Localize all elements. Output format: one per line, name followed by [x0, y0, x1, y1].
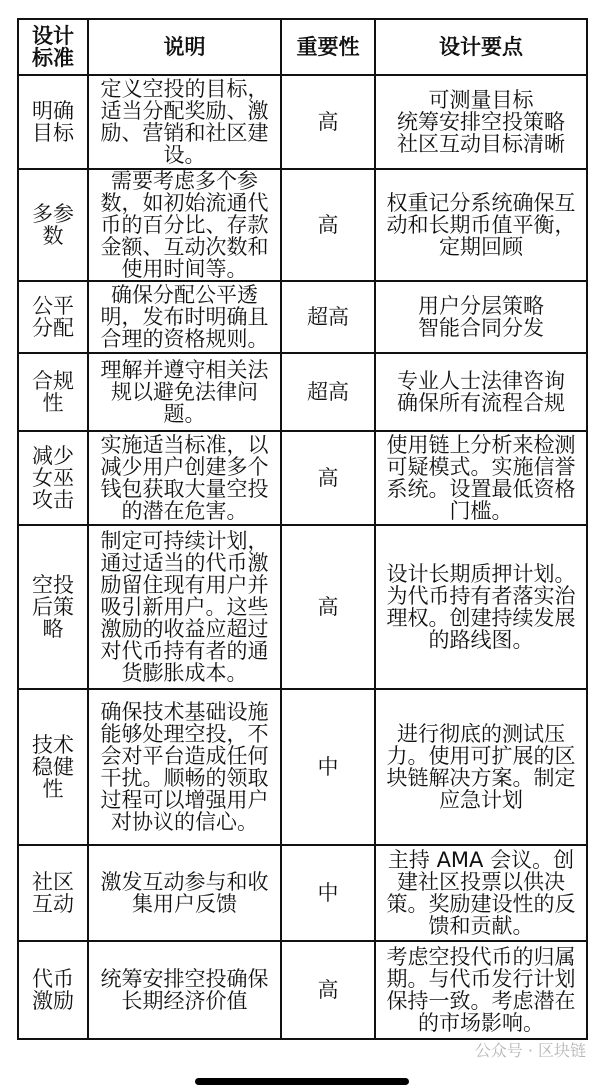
header-description: 说明: [88, 19, 281, 75]
points-cell: 专业人士法律咨询 确保所有流程合规: [375, 353, 587, 431]
watermark: 公众号 · 区块链: [474, 1041, 586, 1060]
table-row: [18, 689, 587, 845]
points-cell: 权重记分系统确保互动和长期币值平衡，定期回顾: [375, 169, 587, 281]
points-cell: 可测量目标 统筹安排空投策略 社区互动目标清晰: [375, 75, 587, 169]
description-cell: 统筹安排空投确保长期经济价值: [88, 941, 281, 1039]
description-cell: 需要考虑多个参数，如初始流通代币的百分比、存款金额、互动次数和使用时间等。: [88, 169, 281, 281]
description-cell: 定义空投的目标，适当分配奖励、激励、营销和社区建设。: [88, 75, 281, 169]
table-row: [18, 169, 587, 281]
home-indicator[interactable]: [195, 1078, 409, 1085]
criterion-cell: 减少女巫攻击: [18, 431, 88, 525]
importance-cell: 中: [281, 845, 375, 941]
criterion-cell: 多参数: [18, 169, 88, 281]
importance-cell: 高: [281, 169, 375, 281]
importance-cell: 高: [281, 431, 375, 525]
importance-cell: 超高: [281, 281, 375, 353]
points-cell: 用户分层策略 智能合同分发: [375, 281, 587, 353]
table-row: [18, 75, 587, 169]
header-importance: 重要性: [281, 19, 375, 75]
table-row: [18, 281, 587, 353]
table-row: [18, 525, 587, 689]
table-header-row: [18, 19, 587, 75]
description-cell: 确保分配公平透明，发布时明确且合理的资格规则。: [88, 281, 281, 353]
criterion-cell: 社区互动: [18, 845, 88, 941]
table-row: [18, 353, 587, 431]
description-cell: 激发互动参与和收集用户反馈: [88, 845, 281, 941]
criterion-cell: 空投后策略: [18, 525, 88, 689]
importance-cell: 高: [281, 75, 375, 169]
points-cell: 进行彻底的测试压力。使用可扩展的区块链解决方案。制定应急计划: [375, 689, 587, 845]
points-cell: 主持 AMA 会议。创建社区投票以供决策。奖励建设性的反馈和贡献。: [375, 845, 587, 941]
airdrop-design-table: [17, 18, 588, 1040]
importance-cell: 高: [281, 525, 375, 689]
header-criterion: 设计标准: [18, 19, 88, 75]
criterion-cell: 技术稳健性: [18, 689, 88, 845]
description-cell: 确保技术基础设施能够处理空投，不会对平台造成任何干扰。顺畅的领取过程可以增强用户对协议的信心。: [88, 689, 281, 845]
criterion-cell: 公平分配: [18, 281, 88, 353]
importance-cell: 中: [281, 689, 375, 845]
importance-cell: 超高: [281, 353, 375, 431]
header-points: 设计要点: [375, 19, 587, 75]
points-cell: 考虑空投代币的归属期。与代币发行计划保持一致。考虑潜在的市场影响。: [375, 941, 587, 1039]
description-cell: 理解并遵守相关法规以避免法律问题。: [88, 353, 281, 431]
table-row: [18, 845, 587, 941]
criterion-cell: 合规性: [18, 353, 88, 431]
table-row: [18, 941, 587, 1039]
points-cell: 设计长期质押计划。为代币持有者落实治理权。创建持续发展的路线图。: [375, 525, 587, 689]
criterion-cell: 明确目标: [18, 75, 88, 169]
points-cell: 使用链上分析来检测可疑模式。实施信誉系统。设置最低资格门槛。: [375, 431, 587, 525]
description-cell: 实施适当标准，以减少用户创建多个钱包获取大量空投的潜在危害。: [88, 431, 281, 525]
criterion-cell: 代币激励: [18, 941, 88, 1039]
importance-cell: 高: [281, 941, 375, 1039]
description-cell: 制定可持续计划，通过适当的代币激励留住现有用户并吸引新用户。这些激励的收益应超过对代币持有者的通货膨胀成本。: [88, 525, 281, 689]
table-row: [18, 431, 587, 525]
